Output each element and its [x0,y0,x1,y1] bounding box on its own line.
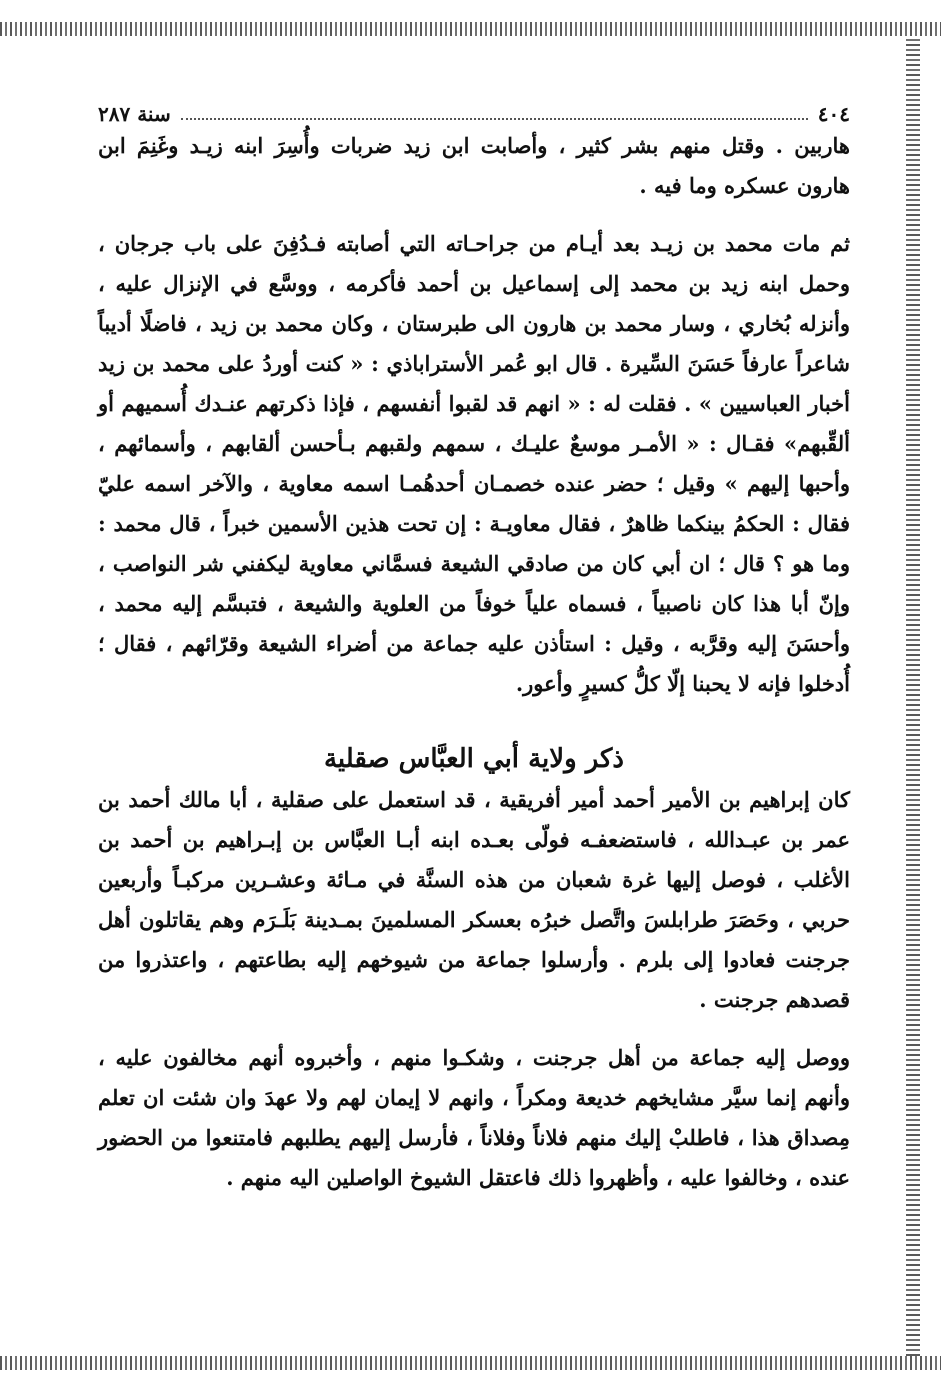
section-title: ذكر ولاية أبي العبَّاس صقلية [323,744,624,774]
paragraph-top-1: هاربين . وقتل منهم بشر كثير ، وأصابت ابن زيد ضربات وأُسِرَ ابنه زيـد وغَنِمَ ابن هارون عسكره وما فيه . [98,133,850,198]
book-page [98,90,850,1340]
ornamental-border-top [0,22,941,36]
ornamental-border-bottom [0,1356,941,1370]
header-dotted-rule [181,118,808,120]
paragraph-bottom-1: كان إبراهيم بن الأمير أحمد أمير أفريقية ، قد استعمل على صقلية ، أبا مالك أحمد بن عمر بن عبـدالله ، فاستضعفـه فولّى بعـده ابنه أبـا العبَّاس بن إبـراهيم بن أحمد بن الأغلب ، فوصل إليها غرة شعبان من هذه السنَّة في مـائة وعشـرين مركبـاً وأربعين حربي ، وحَصَرَ طرابلسَ واتَّصل خبرُه بعسكر المسلمينَ بمـدينة بَلَـرَم وهم يقاتلون أهل جرجنت فعادوا إلى بلرم . وأرسلوا جماعة من شيوخهم إليه بطاعتهم ، واعتذروا من قصدهم جرجنت . [98,787,850,1012]
year-label: سنة ٢٨٧ [98,102,171,126]
ornamental-border-right [906,36,920,1356]
paragraph-bottom-2: ووصل إليه جماعة من أهل جرجنت ، وشكـوا منهم ، وأخبروه أنهم مخالفون عليه ، وأنهم إنما سيَّر مشايخهم خديعة ومكراً ، وانهم لا إيمان لهم ولا عهدَ وان شئت ان تعلم مِصداق هذا ، فاطلبْ إليك منهم فلاناً وفلاناً ، فأرسل إليهم يطلبهم فامتنعوا من الحضور عنده ، وخالفوا عليه ، وأظهروا ذلك فاعتقل الشيوخ الواصلين اليه منهم . [98,1045,850,1190]
page-header [98,90,850,126]
paragraph-top-2: ثم مات محمد بن زيـد بعد أيـام من جراحـاته التي أصابته فـدُفِنَ على باب جرجان ، وحمل ابنه زيد بن محمد إلى إسماعيل بن أحمد فأكرمه ، ووسَّع في الإنزال عليه ، وأنزله بُخاري ، وسار محمد بن هارون الى طبرستان ، وكان محمد بن زيد ، فاضلًا أديباً شاعراً عارفاً حَسَنَ السِّيرة . قال ابو عُمر الأستراباذي : « كنت أوردُ على محمد بن زيد أخبار العباسيين » . فقلت له : « انهم قد لقبوا أنفسهم ، فإذا ذكرتهم عنـدك أُسميهم أو ألقِّبهم» فقـال : « الأمـر موسعٌ عليـك ، سمهم ولقبهم بـأحسن ألقابهم ، وأسمائهم ، وأحبها إليهم » وقيل ؛ حضر عنده خصمـان أحدهُمـا اسمه معاوية ، والآخر اسمه عليّ فقال : الحكمُ بينكما ظاهرٌ ، فقال معاويـة : إن تحت هذين الأسمين خبراً ، قال محمد : وما هو ؟ قال ؛ ان أبي كان من صادقي الشيعة فسمَّاني معاوية ليكفني شر النواصب ، وإنّ أبا هذا كان ناصبياً ، فسماه علياً خوفاً من العلوية والشيعة ، فتبسَّم إليه محمد ، وأحسَنَ إليه وقرَّبه ، وقيل : استأذن عليه جماعة من أضراء الشيعة وقرّائهم ، فقال ؛ أُدخلوا فإنه لا يحبنا إلّا كلُّ كسيرٍ وأعور. [98,231,850,696]
page-number: ٤٠٤ [817,102,850,126]
